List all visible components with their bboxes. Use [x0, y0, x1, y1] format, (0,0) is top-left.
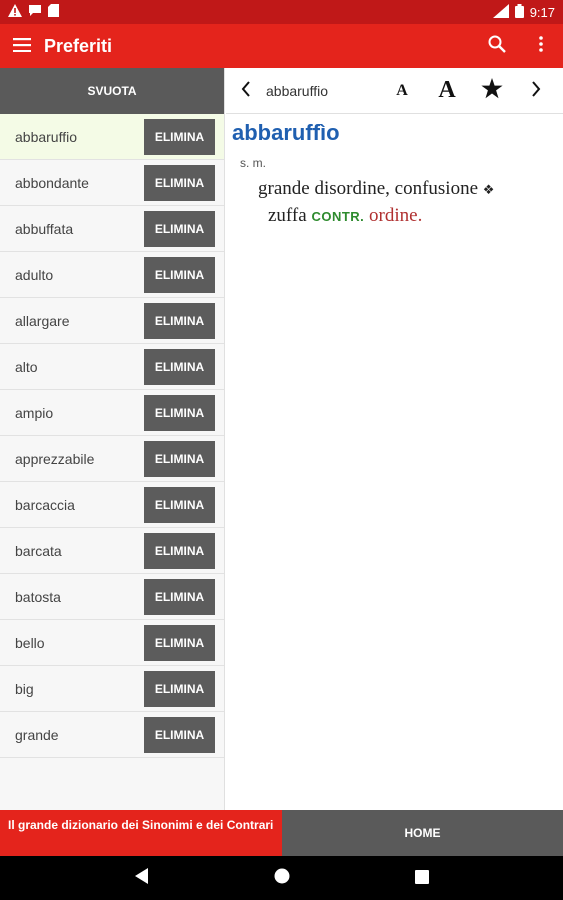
system-nav-bar [0, 856, 563, 900]
recents-nav-button[interactable] [402, 858, 442, 898]
recents-square-icon [415, 869, 429, 888]
star-icon [481, 78, 503, 103]
back-triangle-icon [135, 868, 149, 888]
status-left [8, 4, 59, 20]
delete-button[interactable]: ELIMINA [144, 395, 215, 431]
app-bar-actions [475, 24, 563, 68]
list-item[interactable] [0, 298, 224, 344]
delete-button[interactable]: ELIMINA [144, 717, 215, 753]
search-button[interactable] [475, 24, 519, 68]
chevron-left-icon [241, 81, 251, 101]
definition [258, 176, 558, 230]
list-item[interactable] [0, 160, 224, 206]
menu-button[interactable] [0, 24, 44, 68]
page-title: Preferiti [44, 35, 113, 56]
decrease-font-button[interactable]: A [396, 81, 408, 99]
delete-button[interactable]: ELIMINA [144, 119, 215, 155]
list-item-label: barcaccia [15, 496, 75, 513]
delete-button[interactable]: ELIMINA [144, 579, 215, 615]
list-item[interactable] [0, 252, 224, 298]
search-icon [488, 35, 506, 57]
next-word-button[interactable] [510, 68, 562, 114]
list-item-label: abbaruffio [15, 128, 78, 145]
grammar-label: s. m. [240, 156, 266, 170]
list-item[interactable] [0, 482, 224, 528]
list-item-label: big [15, 680, 34, 697]
home-nav-button[interactable] [262, 858, 302, 898]
list-item-label: batosta [15, 588, 61, 605]
contrary-word[interactable]: ordine. [369, 205, 423, 226]
home-button[interactable]: HOME [282, 810, 563, 856]
clear-favorites-button[interactable]: SVUOTA [0, 68, 224, 114]
current-word: abbaruffio [266, 82, 329, 99]
delete-button[interactable]: ELIMINA [144, 165, 215, 201]
list-item[interactable] [0, 666, 224, 712]
battery-icon [515, 4, 524, 21]
previous-word-button[interactable] [226, 68, 266, 114]
status-time: 9:17 [529, 4, 555, 20]
definition-text-2: zuffa [268, 205, 307, 226]
overflow-menu-button[interactable] [519, 24, 563, 68]
delete-button[interactable]: ELIMINA [144, 533, 215, 569]
sd-card-icon [48, 4, 59, 20]
chat-icon [28, 4, 42, 20]
list-item-label: adulto [15, 266, 54, 283]
entry-toolbar [226, 68, 563, 114]
back-nav-button[interactable] [122, 858, 162, 898]
headword: abbaruffìo [232, 120, 340, 145]
list-item-label: barcata [15, 542, 62, 559]
list-item[interactable] [0, 344, 224, 390]
delete-button[interactable]: ELIMINA [144, 349, 215, 385]
list-item[interactable] [0, 528, 224, 574]
chevron-right-icon [531, 81, 541, 101]
list-item-label: allargare [15, 312, 70, 329]
list-item[interactable] [0, 574, 224, 620]
delete-button[interactable]: ELIMINA [144, 211, 215, 247]
signal-4g-icon [493, 4, 509, 21]
list-item[interactable] [0, 620, 224, 666]
list-item[interactable] [0, 436, 224, 482]
status-bar [0, 0, 563, 24]
status-right [493, 4, 555, 21]
increase-font-button[interactable]: A [438, 77, 456, 103]
list-item-label: grande [15, 726, 59, 743]
list-item[interactable] [0, 390, 224, 436]
list-item-label: ampio [15, 404, 54, 421]
delete-button[interactable]: ELIMINA [144, 257, 215, 293]
delete-button[interactable]: ELIMINA [144, 441, 215, 477]
list-item-label: abbondante [15, 174, 89, 191]
favorites-panel [0, 68, 225, 810]
list-item[interactable] [0, 114, 224, 160]
app-name-banner[interactable]: Il grande dizionario dei Sinonimi e dei Contrari [0, 810, 282, 856]
app-bar [0, 24, 563, 68]
list-item-label: apprezzabile [15, 450, 95, 467]
list-item-label: abbuffata [15, 220, 74, 237]
delete-button[interactable]: ELIMINA [144, 671, 215, 707]
more-vert-icon [539, 36, 543, 56]
definition-text: grande disordine, confusione [258, 178, 483, 199]
contrary-label: CONTR. [311, 209, 365, 224]
dictionary-entry [226, 114, 563, 230]
list-item[interactable] [0, 206, 224, 252]
delete-button[interactable]: ELIMINA [144, 303, 215, 339]
delete-button[interactable]: ELIMINA [144, 625, 215, 661]
separator-icon: ❖ [482, 182, 495, 197]
entry-panel [226, 68, 563, 810]
list-item-label: bello [15, 634, 45, 651]
bottom-bar [0, 810, 563, 856]
list-item-label: alto [15, 358, 38, 375]
favorite-button[interactable] [474, 68, 510, 114]
home-circle-icon [274, 868, 290, 888]
delete-button[interactable]: ELIMINA [144, 487, 215, 523]
favorites-list [0, 114, 224, 758]
warning-icon [8, 4, 22, 20]
hamburger-icon [13, 37, 31, 56]
list-item[interactable] [0, 712, 224, 758]
